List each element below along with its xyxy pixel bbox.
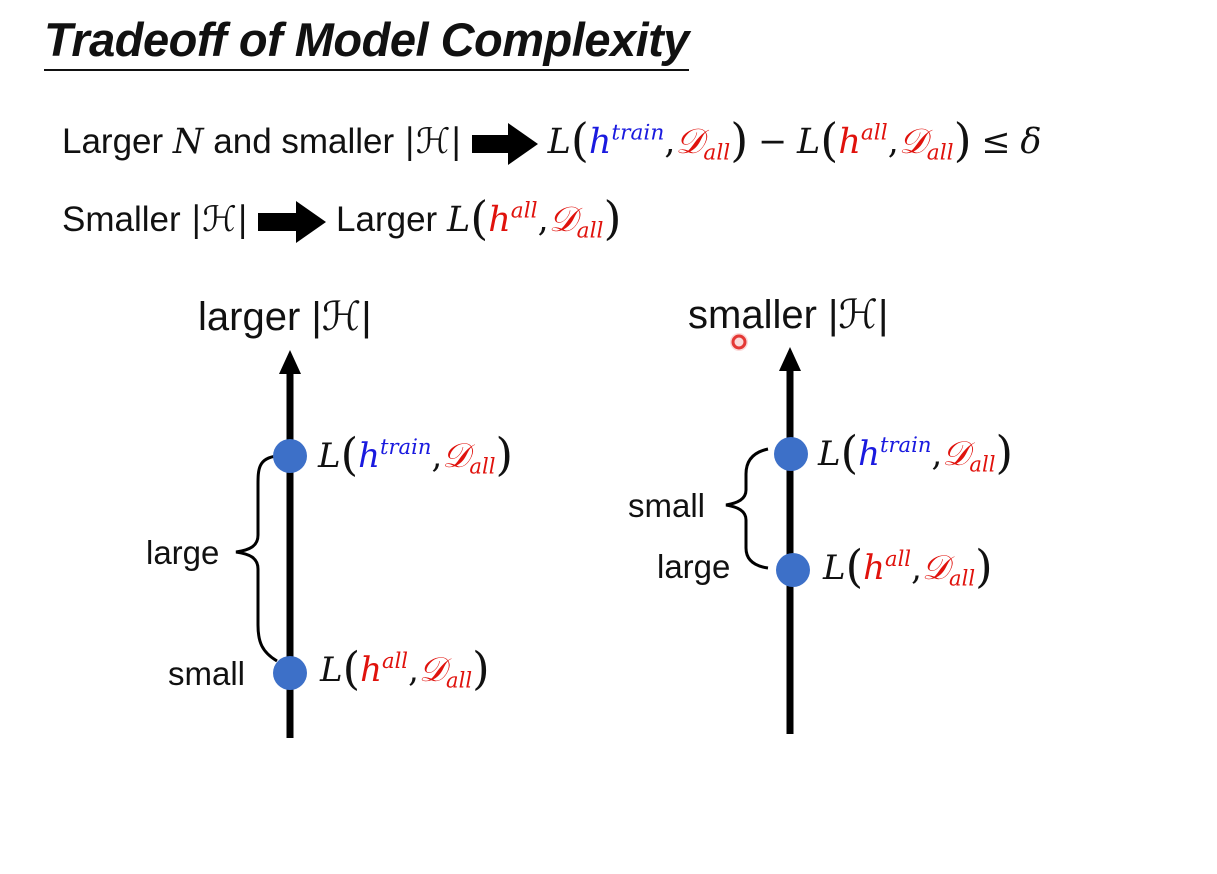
left-loss-train: $L(h^{train},𝒟_{all})$ — [318, 428, 513, 482]
right-axis-arrowhead-icon — [779, 347, 801, 371]
minus-sign: − — [757, 122, 788, 162]
left-train-point — [273, 439, 307, 473]
loss-all-term-2: $L(h^{all},𝒟_{all})$ — [446, 191, 622, 246]
leq-sign: ≤ — [981, 122, 1011, 162]
loss-all-term: $L(h^{all},𝒟_{all})$ — [797, 113, 972, 168]
row1-middle: and smaller — [213, 122, 395, 161]
left-axis-title: larger |ℋ| — [198, 295, 372, 339]
right-brace-icon — [726, 449, 768, 568]
row1-prefix: Larger — [62, 122, 164, 161]
right-bottom-label: large — [657, 548, 731, 585]
hypothesis-set-size-2: |ℋ| — [190, 200, 249, 240]
right-all-point — [776, 553, 810, 587]
row2-result: Larger — [336, 200, 438, 239]
right-axis-title: smaller |ℋ| — [688, 293, 889, 337]
right-gap-label: small — [628, 487, 706, 524]
loss-train-term: $L(h^{train},𝒟_{all})$ — [547, 113, 749, 168]
left-bottom-label: small — [168, 655, 246, 692]
left-all-point — [273, 656, 307, 690]
slide-title: Tradeoff of Model Complexity — [44, 12, 689, 71]
hypothesis-set-size: |ℋ| — [403, 122, 463, 162]
delta-symbol: δ — [1020, 122, 1042, 162]
row2-prefix: Smaller — [62, 200, 181, 239]
left-gap-label: large — [146, 534, 220, 571]
left-axis-arrowhead-icon — [279, 350, 301, 374]
left-brace-icon — [236, 456, 277, 661]
var-n: N — [172, 122, 204, 162]
right-loss-all: $L(h^{all},𝒟_{all})$ — [823, 540, 993, 594]
left-loss-all: $L(h^{all},𝒟_{all})$ — [320, 642, 490, 696]
right-loss-train: $L(h^{train},𝒟_{all})$ — [818, 426, 1013, 480]
right-train-point — [774, 437, 808, 471]
